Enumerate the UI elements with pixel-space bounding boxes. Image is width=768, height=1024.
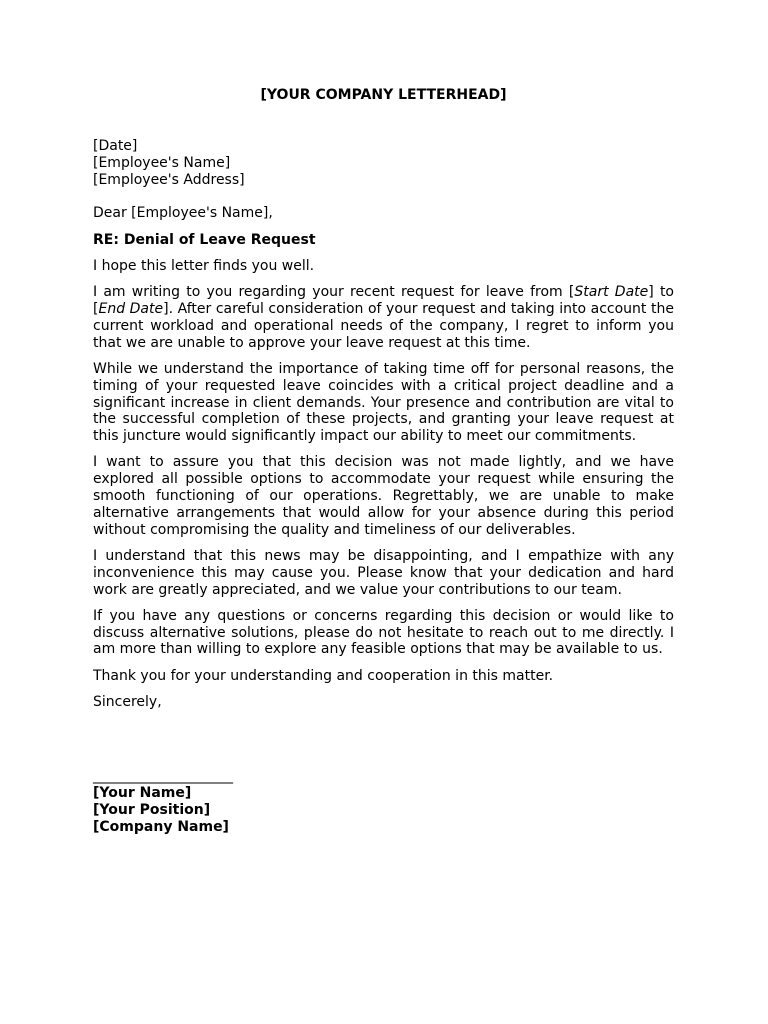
- paragraph-thanks: Thank you for your understanding and cooperation in this matter.: [93, 667, 554, 684]
- subject-line: RE: Denial of Leave Request: [93, 231, 316, 248]
- paragraph-contact: If you have any questions or concerns regarding this decision or would like to discuss alternative solutions, please do not hesitate to reach out to me directly. I am more than willing to explore any feasible options that may be available to us.: [93, 607, 674, 658]
- paragraph-request-part1: I am writing to you regarding your recent request for leave from [: [93, 284, 575, 301]
- signer-company: [Company Name]: [93, 818, 229, 835]
- recipient-block: [93, 138, 674, 189]
- employee-address-field: [Employee's Address]: [93, 172, 245, 188]
- paragraph-request: [93, 284, 674, 351]
- employee-name-field: [Employee's Name]: [93, 155, 231, 171]
- end-date-placeholder: End Date: [98, 301, 164, 318]
- closing: Sincerely,: [93, 694, 162, 711]
- paragraph-request-part2: ] to [: [93, 284, 674, 318]
- start-date-placeholder: Start Date: [574, 284, 649, 301]
- paragraph-request-part3: ]. After careful consideration of your request and taking into account the current workload and operational needs of the company, I regret to inform you that we are unable to approve your leave request at this time.: [93, 301, 674, 351]
- paragraph-assurance: I want to assure you that this decision was not made lightly, and we have explored all possible options to accommodate your request while ensuring the smooth functioning of our operations. Regrettably, we are unable to make alternative arrangements that would allow for your absence during this period without compromising the quality and timeliness of our deliverables.: [93, 454, 674, 538]
- salutation: Dear [Employee's Name],: [93, 205, 273, 221]
- date-field: [Date]: [93, 138, 138, 154]
- paragraph-empathy: I understand that this news may be disappointing, and I empathize with any inconvenience this may cause you. Please know that your dedication and hard work are greatly appreciated, and we value your contributions to our team.: [93, 547, 674, 598]
- opening-paragraph: I hope this letter finds you well.: [93, 258, 315, 274]
- letter-page: [93, 86, 674, 836]
- signature-line: ____________________: [93, 767, 233, 784]
- signer-name: [Your Name]: [93, 784, 192, 801]
- letterhead: [YOUR COMPANY LETTERHEAD]: [260, 87, 507, 103]
- paragraph-reason: While we understand the importance of taking time off for personal reasons, the timing of your requested leave coincides with a critical project deadline and a significant increase in client demands. Your presence and contribution are vital to the successful completion of these projects, and granting your leave request at this juncture would significantly impact our ability to meet our commitments.: [93, 360, 674, 445]
- signer-position: [Your Position]: [93, 801, 211, 818]
